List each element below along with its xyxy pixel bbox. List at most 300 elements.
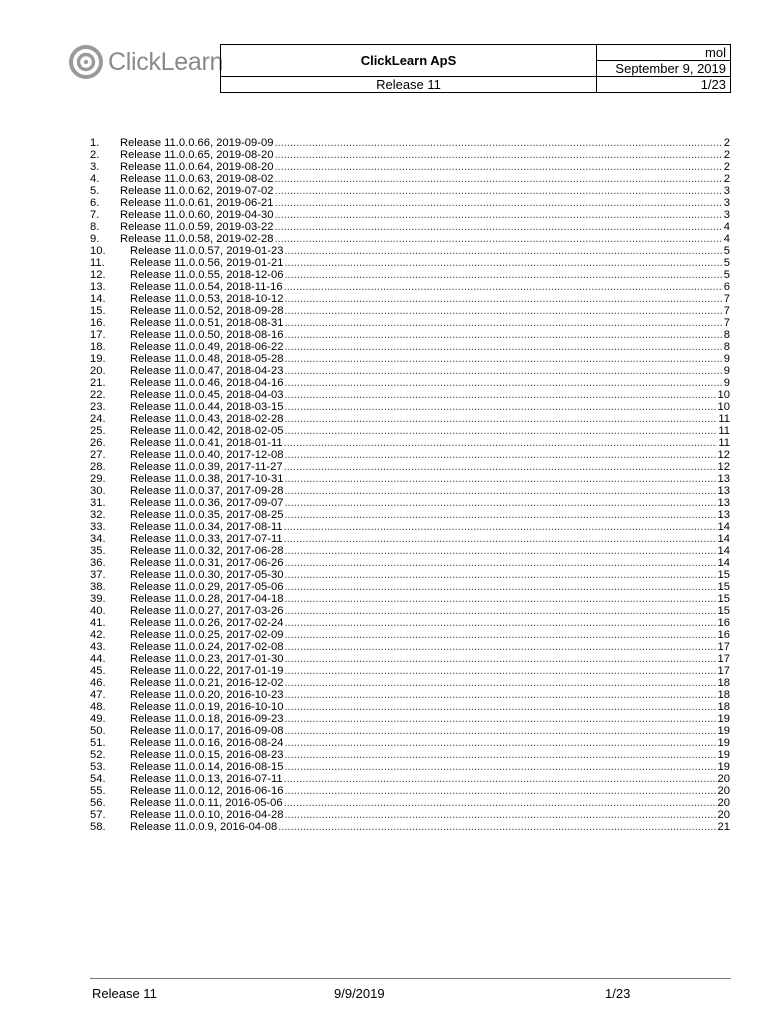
toc-dot-leader	[284, 389, 716, 401]
table-of-contents	[90, 137, 730, 833]
toc-entry-title[interactable]: Release 11.0.0.49, 2018-06-22	[130, 341, 284, 353]
toc-entry[interactable]	[90, 569, 730, 581]
toc-entry-page[interactable]: 3	[723, 185, 730, 197]
toc-entry-title[interactable]: Release 11.0.0.26, 2017-02-24	[130, 617, 284, 629]
toc-dot-leader	[284, 281, 723, 293]
toc-entry-title[interactable]: Release 11.0.0.19, 2016-10-10	[130, 701, 284, 713]
toc-entry[interactable]	[90, 473, 730, 485]
toc-entry-title[interactable]: Release 11.0.0.22, 2017-01-19	[130, 665, 284, 677]
toc-entry-title[interactable]: Release 11.0.0.60, 2019-04-30	[120, 209, 274, 221]
toc-entry-number: 25.	[90, 425, 106, 437]
toc-entry-title[interactable]: Release 11.0.0.62, 2019-07-02	[120, 185, 274, 197]
toc-entry-page[interactable]: 11	[718, 437, 730, 449]
toc-entry-title[interactable]: Release 11.0.0.12, 2016-06-16	[130, 785, 284, 797]
toc-entry-number: 57.	[90, 809, 106, 821]
toc-entry-number: 55.	[90, 785, 106, 797]
toc-dot-leader	[284, 593, 716, 605]
toc-entry-page[interactable]: 9	[723, 365, 730, 377]
toc-entry-page[interactable]: 20	[717, 773, 730, 785]
toc-dot-leader	[284, 653, 716, 665]
toc-entry[interactable]	[90, 329, 730, 341]
toc-entry-number: 4.	[90, 173, 100, 185]
toc-dot-leader	[284, 701, 716, 713]
toc-entry[interactable]	[90, 713, 730, 725]
toc-entry-number: 44.	[90, 653, 106, 665]
toc-entry-number: 43.	[90, 641, 106, 653]
toc-entry-title[interactable]: Release 11.0.0.10, 2016-04-28	[130, 809, 284, 821]
toc-entry[interactable]	[90, 353, 730, 365]
toc-entry[interactable]	[90, 257, 730, 269]
toc-entry-page[interactable]: 20	[717, 785, 730, 797]
clicklearn-logo	[68, 40, 223, 84]
toc-entry-page[interactable]: 13	[717, 473, 730, 485]
toc-entry-title[interactable]: Release 11.0.0.44, 2018-03-15	[130, 401, 284, 413]
toc-dot-leader	[284, 641, 716, 653]
toc-entry-number: 12.	[90, 269, 106, 281]
toc-entry-number: 56.	[90, 797, 106, 809]
toc-entry-number: 49.	[90, 713, 106, 725]
toc-entry-page[interactable]: 13	[717, 485, 730, 497]
toc-dot-leader	[274, 209, 722, 221]
toc-entry-title[interactable]: Release 11.0.0.61, 2019-06-21	[120, 197, 274, 209]
toc-entry-number: 34.	[90, 533, 106, 545]
toc-entry-title[interactable]: Release 11.0.0.36, 2017-09-07	[130, 497, 284, 509]
toc-entry-page[interactable]: 19	[717, 737, 730, 749]
toc-entry-page[interactable]: 3	[723, 197, 730, 209]
toc-entry-title[interactable]: Release 11.0.0.55, 2018-12-06	[130, 269, 284, 281]
toc-entry-page[interactable]: 8	[723, 329, 730, 341]
toc-dot-leader	[284, 797, 717, 809]
toc-dot-leader	[284, 257, 722, 269]
toc-entry-page[interactable]: 7	[723, 317, 730, 329]
toc-entry-page[interactable]: 12	[717, 461, 730, 473]
toc-entry-page[interactable]: 5	[723, 257, 730, 269]
toc-dot-leader	[284, 605, 716, 617]
toc-entry-number: 14.	[90, 293, 106, 305]
toc-entry-title[interactable]: Release 11.0.0.29, 2017-05-06	[130, 581, 284, 593]
toc-entry-page[interactable]: 20	[717, 809, 730, 821]
toc-entry[interactable]	[90, 149, 730, 161]
toc-entry[interactable]	[90, 161, 730, 173]
toc-entry-number: 45.	[90, 665, 106, 677]
toc-entry-number: 30.	[90, 485, 106, 497]
toc-entry[interactable]	[90, 797, 730, 809]
toc-entry-page[interactable]: 7	[723, 293, 730, 305]
toc-dot-leader	[284, 353, 722, 365]
toc-dot-leader	[284, 809, 716, 821]
toc-entry[interactable]	[90, 665, 730, 677]
toc-entry-title[interactable]: Release 11.0.0.21, 2016-12-02	[130, 677, 284, 689]
toc-entry-title[interactable]: Release 11.0.0.33, 2017-07-11	[130, 533, 283, 545]
toc-entry-title[interactable]: Release 11.0.0.23, 2017-01-30	[130, 653, 284, 665]
toc-dot-leader	[284, 485, 716, 497]
toc-entry-number: 51.	[90, 737, 106, 749]
toc-entry[interactable]	[90, 305, 730, 317]
toc-dot-leader	[278, 821, 716, 833]
toc-dot-leader	[284, 269, 722, 281]
toc-entry-number: 10.	[90, 245, 106, 257]
toc-entry-title[interactable]: Release 11.0.0.43, 2018-02-28	[130, 413, 284, 425]
toc-entry[interactable]	[90, 209, 730, 221]
toc-dot-leader	[284, 509, 716, 521]
toc-entry-page[interactable]: 12	[717, 449, 730, 461]
toc-dot-leader	[274, 185, 722, 197]
toc-entry[interactable]	[90, 269, 730, 281]
toc-entry[interactable]	[90, 137, 730, 149]
toc-entry-number: 21.	[90, 377, 106, 389]
toc-dot-leader	[284, 749, 716, 761]
toc-dot-leader	[284, 557, 716, 569]
toc-dot-leader	[274, 149, 722, 161]
toc-entry-page[interactable]: 21	[717, 821, 730, 833]
toc-dot-leader	[284, 401, 716, 413]
toc-entry-number: 7.	[90, 209, 100, 221]
toc-entry-page[interactable]: 11	[718, 425, 730, 437]
toc-entry[interactable]	[90, 485, 730, 497]
toc-entry-number: 35.	[90, 545, 106, 557]
toc-entry[interactable]	[90, 629, 730, 641]
toc-entry-number: 18.	[90, 341, 106, 353]
toc-entry-page[interactable]: 9	[723, 353, 730, 365]
toc-dot-leader	[284, 449, 716, 461]
toc-dot-leader	[274, 137, 722, 149]
toc-entry[interactable]	[90, 689, 730, 701]
toc-entry[interactable]	[90, 293, 730, 305]
toc-entry-title[interactable]: Release 11.0.0.45, 2018-04-03	[130, 389, 284, 401]
toc-entry-title[interactable]: Release 11.0.0.17, 2016-09-08	[130, 725, 284, 737]
toc-entry[interactable]	[90, 509, 730, 521]
toc-entry[interactable]	[90, 425, 730, 437]
toc-dot-leader	[284, 341, 722, 353]
toc-entry[interactable]	[90, 377, 730, 389]
toc-entry-title[interactable]: Release 11.0.0.30, 2017-05-30	[130, 569, 284, 581]
toc-entry-number: 17.	[90, 329, 106, 341]
toc-entry-page[interactable]: 18	[717, 701, 730, 713]
toc-dot-leader	[284, 533, 717, 545]
toc-entry-number: 39.	[90, 593, 106, 605]
toc-entry-number: 54.	[90, 773, 106, 785]
document-header-table	[220, 44, 731, 93]
toc-entry-title[interactable]: Release 11.0.0.37, 2017-09-28	[130, 485, 284, 497]
toc-entry-number: 3.	[90, 161, 100, 173]
toc-entry-page[interactable]: 20	[717, 797, 730, 809]
toc-entry-title[interactable]: Release 11.0.0.50, 2018-08-16	[130, 329, 284, 341]
toc-entry-title[interactable]: Release 11.0.0.63, 2019-08-02	[120, 173, 274, 185]
toc-entry-number: 13.	[90, 281, 106, 293]
toc-dot-leader	[284, 713, 716, 725]
toc-dot-leader	[284, 569, 716, 581]
toc-entry-page[interactable]: 19	[717, 761, 730, 773]
toc-entry-title[interactable]: Release 11.0.0.14, 2016-08-15	[130, 761, 284, 773]
toc-entry-number: 47.	[90, 689, 106, 701]
toc-dot-leader	[284, 473, 716, 485]
footer-divider	[90, 978, 731, 979]
toc-entry-title[interactable]: Release 11.0.0.56, 2019-01-21	[130, 257, 284, 269]
toc-dot-leader	[284, 689, 716, 701]
toc-entry[interactable]	[90, 641, 730, 653]
toc-entry[interactable]	[90, 461, 730, 473]
toc-entry[interactable]	[90, 521, 730, 533]
toc-entry-page[interactable]: 19	[717, 713, 730, 725]
toc-dot-leader	[274, 173, 722, 185]
toc-entry-page[interactable]: 18	[717, 689, 730, 701]
toc-dot-leader	[284, 329, 722, 341]
toc-entry[interactable]	[90, 413, 730, 425]
toc-entry-number: 27.	[90, 449, 106, 461]
toc-entry-page[interactable]: 5	[723, 269, 730, 281]
toc-entry-number: 31.	[90, 497, 106, 509]
toc-entry-number: 6.	[90, 197, 100, 209]
toc-entry-page[interactable]: 17	[717, 641, 730, 653]
toc-dot-leader	[284, 413, 717, 425]
toc-entry-page[interactable]: 19	[717, 749, 730, 761]
toc-dot-leader	[284, 365, 722, 377]
toc-entry-number: 11.	[90, 257, 105, 269]
toc-entry-page[interactable]: 17	[717, 653, 730, 665]
toc-entry[interactable]	[90, 737, 730, 749]
toc-entry[interactable]	[90, 581, 730, 593]
toc-entry-page[interactable]: 16	[717, 617, 730, 629]
toc-entry-number: 8.	[90, 221, 100, 233]
toc-entry-number: 38.	[90, 581, 106, 593]
footer-doc-title: Release 11	[92, 986, 157, 1001]
toc-dot-leader	[274, 161, 722, 173]
toc-entry[interactable]	[90, 365, 730, 377]
toc-entry-page[interactable]: 15	[717, 605, 730, 617]
toc-entry-page[interactable]: 13	[717, 497, 730, 509]
toc-entry-page[interactable]: 2	[723, 173, 730, 185]
toc-dot-leader	[284, 785, 716, 797]
toc-entry-page[interactable]: 14	[717, 557, 730, 569]
toc-entry-number: 58.	[90, 821, 106, 833]
toc-entry-title[interactable]: Release 11.0.0.40, 2017-12-08	[130, 449, 284, 461]
toc-entry-page[interactable]: 2	[723, 149, 730, 161]
toc-entry-number: 24.	[90, 413, 106, 425]
toc-entry[interactable]	[90, 749, 730, 761]
toc-entry-title[interactable]: Release 11.0.0.59, 2019-03-22	[120, 221, 274, 233]
toc-entry[interactable]	[90, 653, 730, 665]
toc-entry[interactable]	[90, 677, 730, 689]
toc-entry[interactable]	[90, 221, 730, 233]
toc-entry-number: 53.	[90, 761, 106, 773]
toc-entry-number: 1.	[90, 137, 100, 149]
toc-entry-page[interactable]: 10	[717, 401, 730, 413]
toc-entry[interactable]	[90, 773, 730, 785]
toc-entry-title[interactable]: Release 11.0.0.31, 2017-06-26	[130, 557, 284, 569]
toc-entry-page[interactable]: 14	[717, 545, 730, 557]
toc-dot-leader	[284, 773, 717, 785]
toc-entry-number: 2.	[90, 149, 100, 161]
toc-entry[interactable]	[90, 701, 730, 713]
toc-entry-title[interactable]: Release 11.0.0.52, 2018-09-28	[130, 305, 284, 317]
toc-dot-leader	[274, 233, 722, 245]
header-date: September 9, 2019	[597, 61, 731, 77]
toc-dot-leader	[284, 461, 717, 473]
toc-entry[interactable]	[90, 281, 730, 293]
toc-entry-title[interactable]: Release 11.0.0.15, 2016-08-23	[130, 749, 284, 761]
toc-entry-number: 41.	[90, 617, 106, 629]
toc-dot-leader	[284, 725, 716, 737]
toc-entry-page[interactable]: 2	[723, 137, 730, 149]
toc-entry-title[interactable]: Release 11.0.0.41, 2018-01-11	[130, 437, 283, 449]
toc-entry-page[interactable]: 15	[717, 581, 730, 593]
toc-entry[interactable]	[90, 821, 730, 833]
toc-dot-leader	[284, 245, 722, 257]
toc-entry-number: 26.	[90, 437, 106, 449]
toc-entry-number: 19.	[90, 353, 106, 365]
toc-entry-title[interactable]: Release 11.0.0.34, 2017-08-11	[130, 521, 283, 533]
toc-entry-page[interactable]: 18	[717, 677, 730, 689]
toc-entry-page[interactable]: 6	[723, 281, 730, 293]
toc-entry-title[interactable]: Release 11.0.0.53, 2018-10-12	[130, 293, 284, 305]
toc-dot-leader	[284, 737, 716, 749]
toc-entry-number: 9.	[90, 233, 100, 245]
toc-entry-page[interactable]: 16	[717, 629, 730, 641]
toc-entry-title[interactable]: Release 11.0.0.47, 2018-04-23	[130, 365, 284, 377]
toc-entry[interactable]	[90, 437, 730, 449]
toc-entry-title[interactable]: Release 11.0.0.65, 2019-08-20	[120, 149, 274, 161]
toc-entry-title[interactable]: Release 11.0.0.35, 2017-08-25	[130, 509, 284, 521]
toc-entry-title[interactable]: Release 11.0.0.16, 2016-08-24	[130, 737, 284, 749]
toc-entry-number: 40.	[90, 605, 106, 617]
toc-entry[interactable]	[90, 605, 730, 617]
toc-dot-leader	[284, 761, 716, 773]
toc-dot-leader	[284, 497, 716, 509]
logo-text: ClickLearn	[108, 47, 224, 76]
toc-entry[interactable]	[90, 497, 730, 509]
toc-dot-leader	[284, 617, 716, 629]
toc-entry-page[interactable]: 10	[717, 389, 730, 401]
toc-entry-number: 15.	[90, 305, 106, 317]
clicklearn-logo-icon	[68, 44, 104, 80]
toc-entry-page[interactable]: 15	[717, 593, 730, 605]
toc-dot-leader	[284, 377, 722, 389]
toc-entry-page[interactable]: 7	[723, 305, 730, 317]
toc-entry-number: 28.	[90, 461, 106, 473]
toc-entry-page[interactable]: 3	[723, 209, 730, 221]
toc-entry-title[interactable]: Release 11.0.0.64, 2019-08-20	[120, 161, 274, 173]
toc-entry[interactable]	[90, 197, 730, 209]
toc-entry-number: 29.	[90, 473, 106, 485]
toc-entry-page[interactable]: 5	[723, 245, 730, 257]
toc-entry-title[interactable]: Release 11.0.0.58, 2019-02-28	[120, 233, 274, 245]
toc-entry-page[interactable]: 9	[723, 377, 730, 389]
toc-entry-title[interactable]: Release 11.0.0.57, 2019-01-23	[130, 245, 284, 257]
toc-entry-page[interactable]: 19	[717, 725, 730, 737]
toc-entry-number: 50.	[90, 725, 106, 737]
toc-entry[interactable]	[90, 341, 730, 353]
toc-entry-page[interactable]: 4	[723, 221, 730, 233]
toc-entry[interactable]	[90, 593, 730, 605]
toc-entry[interactable]	[90, 245, 730, 257]
toc-entry-title[interactable]: Release 11.0.0.46, 2018-04-16	[130, 377, 284, 389]
header-company: ClickLearn ApS	[221, 45, 597, 77]
toc-entry-number: 52.	[90, 749, 106, 761]
toc-entry[interactable]	[90, 233, 730, 245]
toc-entry[interactable]	[90, 725, 730, 737]
toc-entry-title[interactable]: Release 11.0.0.32, 2017-06-28	[130, 545, 284, 557]
toc-entry-title[interactable]: Release 11.0.0.38, 2017-10-31	[130, 473, 284, 485]
toc-dot-leader	[284, 545, 716, 557]
toc-entry[interactable]	[90, 533, 730, 545]
toc-entry-title[interactable]: Release 11.0.0.51, 2018-08-31	[130, 317, 284, 329]
header-doc-title: Release 11	[221, 77, 597, 93]
footer-page: 1/23	[605, 986, 631, 1001]
toc-entry-title[interactable]: Release 11.0.0.42, 2018-02-05	[130, 425, 284, 437]
toc-entry[interactable]	[90, 785, 730, 797]
toc-entry-page[interactable]: 17	[717, 665, 730, 677]
toc-entry-title[interactable]: Release 11.0.0.9, 2016-04-08	[130, 821, 278, 833]
toc-entry-number: 23.	[90, 401, 106, 413]
header-page: 1/23	[597, 77, 731, 93]
toc-entry-page[interactable]: 4	[723, 233, 730, 245]
toc-dot-leader	[284, 425, 717, 437]
toc-entry[interactable]	[90, 449, 730, 461]
toc-entry-title[interactable]: Release 11.0.0.25, 2017-02-09	[130, 629, 284, 641]
toc-dot-leader	[284, 677, 716, 689]
toc-dot-leader	[284, 305, 722, 317]
toc-entry-title[interactable]: Release 11.0.0.54, 2018-11-16	[130, 281, 283, 293]
toc-entry-page[interactable]: 15	[717, 569, 730, 581]
toc-entry-number: 32.	[90, 509, 106, 521]
toc-entry[interactable]	[90, 761, 730, 773]
toc-dot-leader	[274, 197, 722, 209]
toc-entry-title[interactable]: Release 11.0.0.66, 2019-09-09	[120, 137, 274, 149]
toc-entry-number: 20.	[90, 365, 106, 377]
toc-dot-leader	[284, 521, 717, 533]
toc-entry-number: 42.	[90, 629, 106, 641]
toc-entry-number: 48.	[90, 701, 106, 713]
toc-entry-page[interactable]: 14	[717, 521, 730, 533]
toc-entry-page[interactable]: 8	[723, 341, 730, 353]
toc-entry[interactable]	[90, 401, 730, 413]
toc-entry-number: 5.	[90, 185, 100, 197]
toc-entry-title[interactable]: Release 11.0.0.39, 2017-11-27	[130, 461, 283, 473]
toc-dot-leader	[284, 629, 716, 641]
toc-entry[interactable]	[90, 173, 730, 185]
toc-entry[interactable]	[90, 809, 730, 821]
toc-entry[interactable]	[90, 185, 730, 197]
toc-entry-page[interactable]: 11	[718, 413, 730, 425]
toc-entry[interactable]	[90, 317, 730, 329]
toc-entry-title[interactable]: Release 11.0.0.11, 2016-05-06	[130, 797, 283, 809]
toc-entry-title[interactable]: Release 11.0.0.24, 2017-02-08	[130, 641, 284, 653]
toc-entry[interactable]	[90, 389, 730, 401]
toc-dot-leader	[274, 221, 722, 233]
toc-entry-title[interactable]: Release 11.0.0.18, 2016-09-23	[130, 713, 284, 725]
toc-entry-page[interactable]: 13	[717, 509, 730, 521]
toc-entry-number: 16.	[90, 317, 106, 329]
toc-dot-leader	[284, 581, 716, 593]
toc-entry[interactable]	[90, 617, 730, 629]
toc-entry[interactable]	[90, 545, 730, 557]
toc-dot-leader	[284, 665, 716, 677]
toc-dot-leader	[284, 437, 718, 449]
toc-entry-title[interactable]: Release 11.0.0.20, 2016-10-23	[130, 689, 284, 701]
toc-entry-number: 33.	[90, 521, 106, 533]
toc-entry-title[interactable]: Release 11.0.0.28, 2017-04-18	[130, 593, 284, 605]
toc-entry-title[interactable]: Release 11.0.0.48, 2018-05-28	[130, 353, 284, 365]
toc-entry-page[interactable]: 14	[717, 533, 730, 545]
toc-entry-title[interactable]: Release 11.0.0.13, 2016-07-11	[130, 773, 283, 785]
toc-entry-number: 22.	[90, 389, 106, 401]
toc-entry-number: 37.	[90, 569, 106, 581]
toc-entry-page[interactable]: 2	[723, 161, 730, 173]
toc-entry[interactable]	[90, 557, 730, 569]
toc-entry-number: 36.	[90, 557, 106, 569]
toc-entry-number: 46.	[90, 677, 106, 689]
toc-entry-title[interactable]: Release 11.0.0.27, 2017-03-26	[130, 605, 284, 617]
